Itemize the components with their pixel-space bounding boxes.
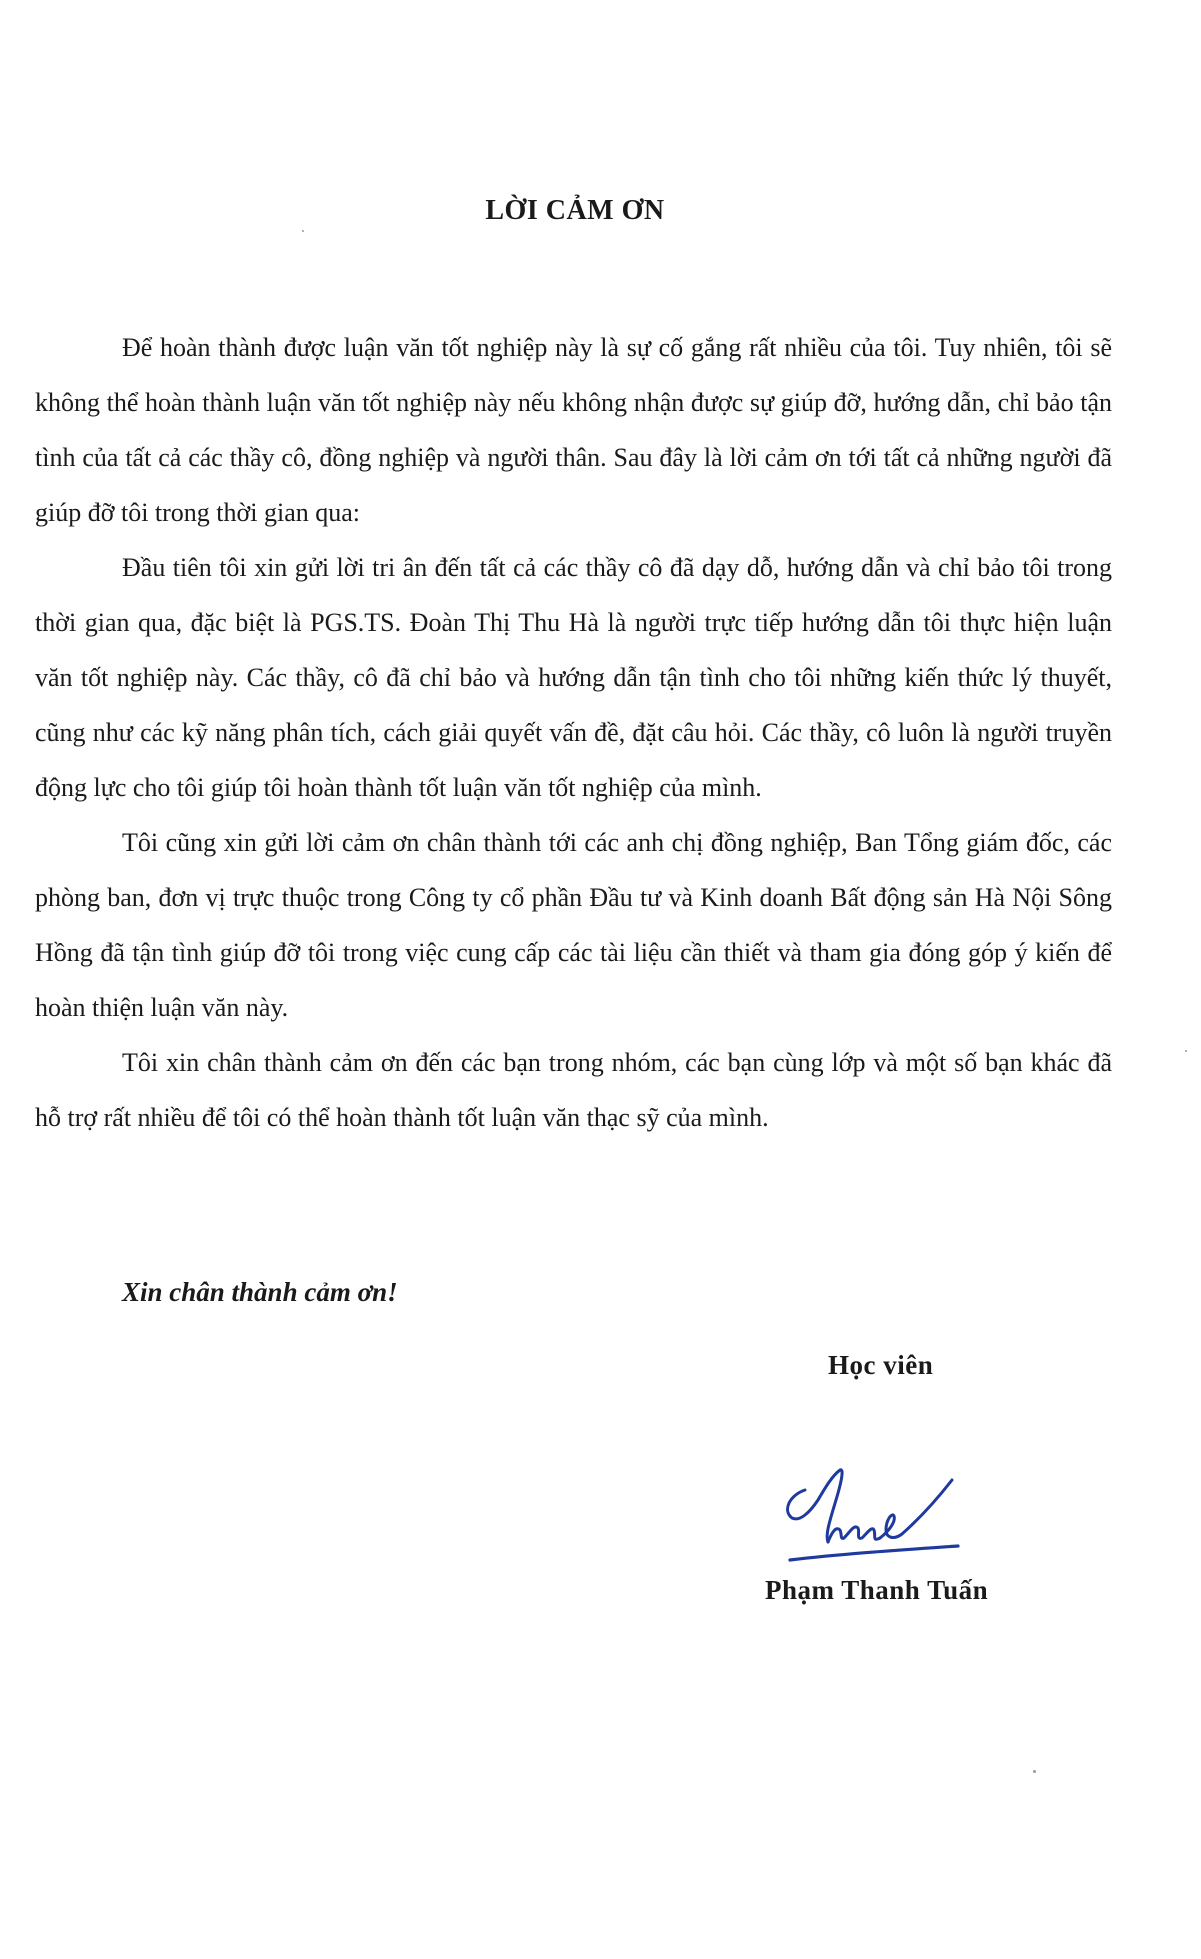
scan-speck — [1185, 1050, 1187, 1052]
closing-line: Xin chân thành cảm ơn! — [122, 1277, 398, 1307]
scan-speck — [1033, 1770, 1036, 1773]
paragraph-3: Tôi cũng xin gửi lời cảm ơn chân thành tới các anh chị đồng nghiệp, Ban Tổng giám đốc, các phòng ban, đơn vị trực thuộc trong Công ty cổ phần Đầu tư và Kinh doanh Bất động sản Hà Nội Sông Hồng đã tận tình giúp đỡ tôi trong việc cung cấp các tài liệu cần thiết và tham gia đóng góp ý kiến để hoàn thiện luận văn này. — [35, 828, 1112, 1022]
body-text — [35, 320, 1112, 1145]
signer-name: Phạm Thanh Tuấn — [765, 1575, 989, 1605]
handwritten-signature — [770, 1440, 970, 1580]
paragraph-1: Để hoàn thành được luận văn tốt nghiệp này là sự cố gắng rất nhiều của tôi. Tuy nhiên, tôi sẽ không thể hoàn thành luận văn tốt nghiệp này nếu không nhận được sự giúp đỡ, hướng dẫn, chỉ bảo tận tình của tất cả các thầy cô, đồng nghiệp và người thân. Sau đây là lời cảm ơn tới tất cả những người đã giúp đỡ tôi trong thời gian qua: — [35, 333, 1112, 527]
paragraph-2: Đầu tiên tôi xin gửi lời tri ân đến tất cả các thầy cô đã dạy dỗ, hướng dẫn và chỉ bảo tôi trong thời gian qua, đặc biệt là PGS.TS. Đoàn Thị Thu Hà là người trực tiếp hướng dẫn tôi thực hiện luận văn tốt nghiệp này. Các thầy, cô đã chỉ bảo và hướng dẫn tận tình cho tôi những kiến thức lý thuyết, cũng như các kỹ năng phân tích, cách giải quyết vấn đề, đặt câu hỏi. Các thầy, cô luôn là người truyền động lực cho tôi giúp tôi hoàn thành tốt luận văn tốt nghiệp của mình. — [35, 553, 1112, 802]
scan-speck — [302, 230, 304, 232]
paragraph-4: Tôi xin chân thành cảm ơn đến các bạn trong nhóm, các bạn cùng lớp và một số bạn khác đã hỗ trợ rất nhiều để tôi có thể hoàn thành tốt luận văn thạc sỹ của mình. — [35, 1048, 1112, 1132]
signer-role: Học viên — [828, 1350, 934, 1380]
page-title: LỜI CẢM ƠN — [485, 195, 665, 226]
